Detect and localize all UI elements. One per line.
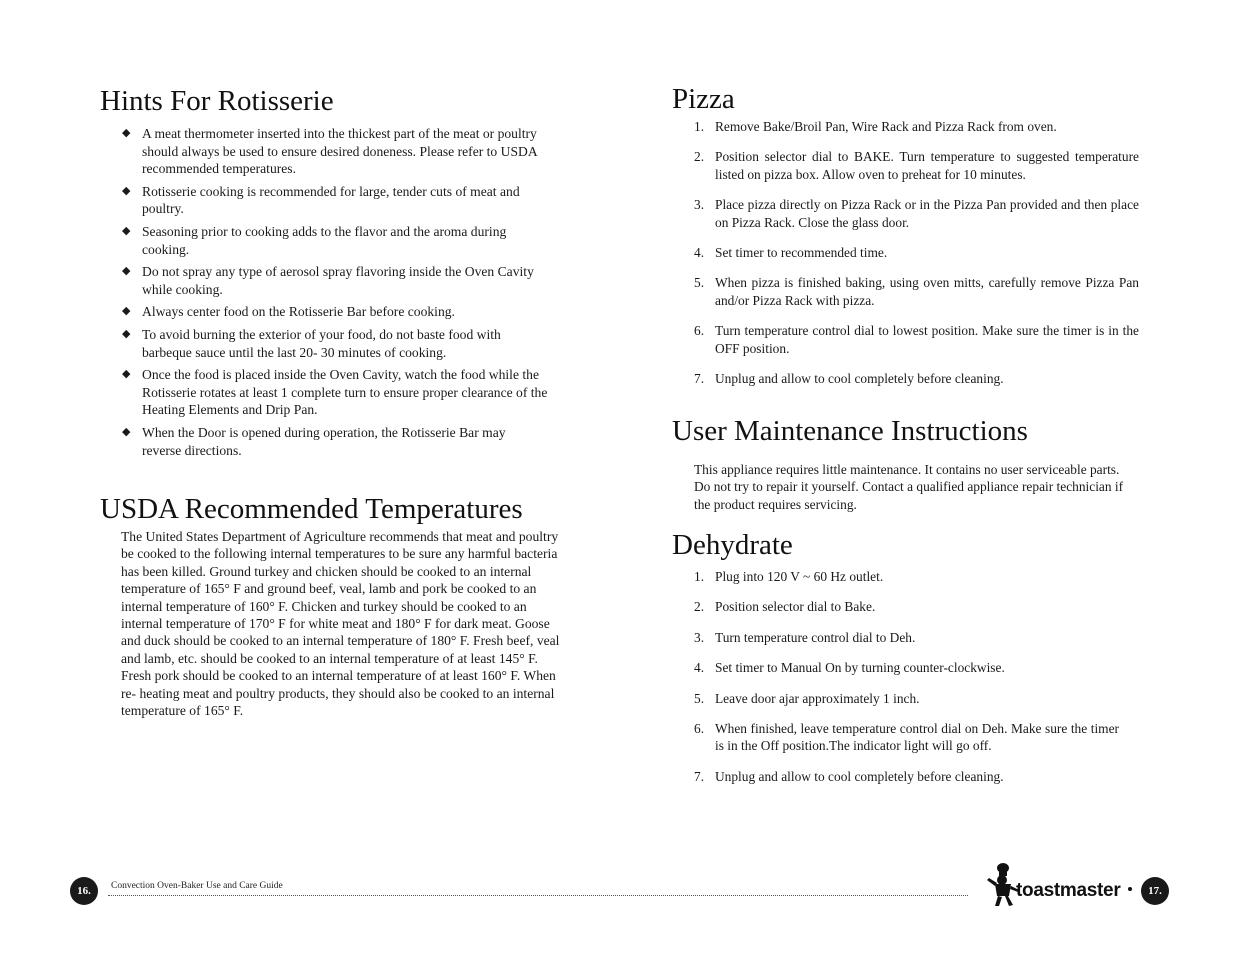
diamond-bullet-icon: ◆	[122, 184, 131, 197]
guide-title: Convection Oven-Baker Use and Care Guide	[111, 881, 283, 891]
maintenance-heading: User Maintenance Instructions	[672, 415, 1028, 447]
pizza-step	[694, 370, 1139, 387]
rotisserie-hint-text: Rotisserie cooking is recommended for large, tender cuts of meat and poultry.	[142, 183, 520, 217]
pizza-section	[672, 82, 1142, 400]
rotisserie-hint-text: To avoid burning the exterior of your food, do not baste food with barbeque sauce until the last 20- 30 minutes of cooking.	[142, 326, 501, 360]
step-text: Unplug and allow to cool completely before cleaning.	[715, 768, 1004, 784]
diamond-bullet-icon: ◆	[122, 327, 131, 340]
step-text: Plug into 120 V ~ 60 Hz outlet.	[715, 569, 884, 584]
dehydrate-step	[694, 659, 1119, 676]
maintenance-paragraph: This appliance requires little maintenance. It contains no user serviceable parts. Do not try to repair it yourself. Contact a qualified appliance repair technician if the product requires servicing.	[694, 462, 1124, 512]
pizza-step	[694, 118, 1139, 135]
rotisserie-hint-item	[122, 183, 548, 218]
step-text: Set timer to Manual On by turning counter-clockwise.	[715, 660, 1005, 676]
dehydrate-heading: Dehydrate	[672, 529, 793, 561]
dehydrate-step	[694, 768, 1119, 785]
rotisserie-hint-text: When the Door is opened during operation, the Rotisserie Bar may reverse directions.	[142, 424, 506, 458]
step-text: Position selector dial to BAKE. Turn temperature to suggested temperature listed on pizza box. Allow oven to preheat for 10 minutes.	[715, 149, 1139, 182]
rotisserie-hint-item	[122, 366, 548, 419]
dehydrate-section	[672, 528, 1142, 798]
usda-heading: USDA Recommended Temperatures	[100, 493, 523, 525]
rotisserie-hints-list	[122, 125, 548, 459]
step-number: 3.	[694, 629, 705, 645]
step-number: 5.	[694, 275, 705, 291]
rotisserie-hint-item	[122, 263, 548, 298]
rotisserie-hint-text: Once the food is placed inside the Oven Cavity, watch the food while the Rotisserie rotates at least 1 complete turn to ensure proper clearance of the Heating Elements and Drip Pan.	[142, 367, 548, 418]
step-number: 1.	[694, 119, 705, 134]
diamond-bullet-icon: ◆	[122, 425, 131, 438]
step-text: Turn temperature control dial to Deh.	[715, 629, 916, 645]
diamond-bullet-icon: ◆	[122, 368, 131, 381]
diamond-bullet-icon: ◆	[122, 265, 131, 278]
rotisserie-hint-item	[122, 424, 548, 459]
diamond-bullet-icon: ◆	[122, 305, 131, 318]
dehydrate-step	[694, 629, 1119, 646]
brand-logo: toastmaster	[1016, 880, 1121, 901]
usda-paragraph: The United States Department of Agriculture recommends that meat and poultry be cooked to the following internal temperatures to be sure any harmful bacteria has been killed. Ground turkey and chicken should be cooked to an internal temperature of 165° F and ground beef, veal, lamb and pork be cooked to an internal temperature of 160° F. Chicken and turkey should be cooked to an internal temperature of 170° F for white meat and 180° F for dark meat. Goose and duck should be cooked to an internal temperature of 180° F. Fresh beef, veal and lamb, etc. should be cooked to an internal temperature of at least 145° F. Fresh pork should be cooked to an internal temperature of at least 160° F. When re- heating meat and poultry products, they should also be cooked to an internal temperature of 165° F.	[121, 529, 560, 719]
dehydrate-steps-list	[694, 568, 1119, 785]
dehydrate-step	[694, 598, 1119, 615]
logo-dot	[1128, 887, 1132, 891]
step-text: Leave door ajar approximately 1 inch.	[715, 690, 920, 706]
rotisserie-hint-item	[122, 303, 548, 321]
step-text: Turn temperature control dial to lowest position. Make sure the timer is in the OFF position.	[715, 323, 1139, 356]
footer-rule	[108, 895, 968, 896]
step-number: 4.	[694, 660, 705, 676]
rotisserie-hint-text: Always center food on the Rotisserie Bar before cooking.	[142, 304, 455, 320]
dehydrate-step	[694, 568, 1119, 585]
page-number-right: 17.	[1141, 877, 1169, 905]
step-number: 3.	[694, 197, 705, 213]
step-text: Set timer to recommended time.	[715, 245, 888, 261]
usda-section	[100, 492, 570, 719]
step-number: 2.	[694, 599, 705, 615]
step-text: When finished, leave temperature control dial on Deh. Make sure the timer is in the Off position.The indicator light will go off.	[715, 721, 1119, 754]
pizza-step	[694, 196, 1139, 231]
diamond-bullet-icon: ◆	[122, 224, 131, 237]
rotisserie-hint-item	[122, 125, 548, 178]
step-number: 6.	[694, 721, 705, 737]
step-text: Unplug and allow to cool completely before cleaning.	[715, 371, 1004, 387]
step-number: 1.	[694, 569, 705, 584]
dehydrate-step	[694, 690, 1119, 707]
step-number: 4.	[694, 245, 705, 261]
pizza-steps-list	[694, 118, 1139, 387]
diamond-bullet-icon: ◆	[122, 127, 131, 139]
pizza-step	[694, 148, 1139, 183]
step-text: Place pizza directly on Pizza Rack or in the Pizza Pan provided and then place on Pizza Rack. Close the glass door.	[715, 197, 1139, 230]
step-number: 5.	[694, 690, 705, 706]
pizza-heading: Pizza	[672, 83, 735, 115]
step-text: Position selector dial to Bake.	[715, 599, 876, 615]
page-number-left: 16.	[70, 877, 98, 905]
rotisserie-hint-item	[122, 326, 548, 361]
step-number: 7.	[694, 768, 705, 784]
dehydrate-step	[694, 720, 1119, 755]
pizza-step	[694, 274, 1139, 309]
rotisserie-hint-text: Seasoning prior to cooking adds to the flavor and the aroma during cooking.	[142, 223, 507, 257]
step-number: 2.	[694, 149, 705, 165]
pizza-step	[694, 322, 1139, 357]
step-number: 7.	[694, 371, 705, 387]
rotisserie-hint-item	[122, 223, 548, 258]
step-number: 6.	[694, 323, 705, 339]
step-text: Remove Bake/Broil Pan, Wire Rack and Pizza Rack from oven.	[715, 119, 1057, 134]
rotisserie-hint-text: Do not spray any type of aerosol spray flavoring inside the Oven Cavity while cooking.	[142, 264, 534, 297]
rotisserie-hint-text: A meat thermometer inserted into the thickest part of the meat or poultry should always be used to ensure desired doneness. Please refer to USDA recommended temperatures.	[142, 126, 537, 177]
pizza-step	[694, 244, 1139, 261]
step-text: When pizza is finished baking, using oven mitts, carefully remove Pizza Pan and/or Pizza Rack with pizza.	[715, 275, 1139, 308]
rotisserie-heading: Hints For Rotisserie	[100, 85, 334, 117]
left-column	[100, 84, 565, 464]
maintenance-section	[672, 414, 1142, 513]
